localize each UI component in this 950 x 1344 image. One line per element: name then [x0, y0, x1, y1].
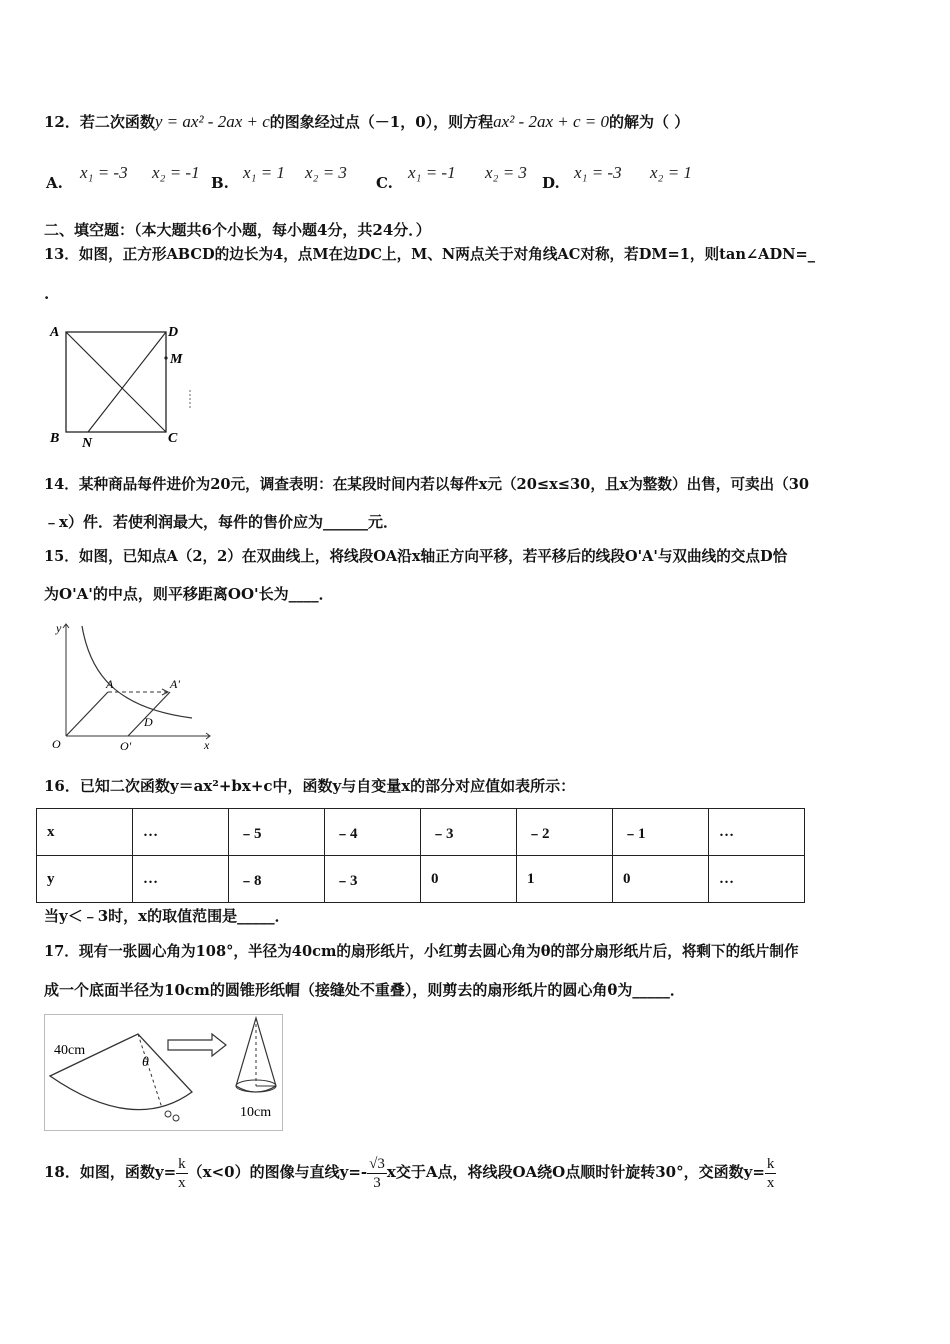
q12-option-b-label: B.: [211, 174, 229, 192]
table-cell: ﹣3: [325, 856, 421, 903]
q12-option-a-x2: x₂ = -1: [152, 163, 200, 182]
label-o: O: [52, 737, 61, 751]
table-cell: 0: [421, 856, 517, 903]
q12-text-c: 的解为（ ）: [609, 113, 690, 131]
q18-text-c: x交于A点，将线段OA绕O点顺时针旋转30°，交函数y=: [386, 1163, 765, 1181]
label-d: D: [144, 715, 153, 729]
q18-fraction-sqrt3-over-3: $\frac{√3}{3}$: [369, 1155, 385, 1191]
point-m: [164, 356, 167, 359]
q12-option-b-x1: x₁ = 1: [243, 163, 285, 182]
q18-text-a: 18．如图，函数y=: [44, 1163, 177, 1181]
label-a: A: [106, 677, 114, 691]
table-cell: ﹣4: [325, 809, 421, 856]
label-theta: θ: [142, 1055, 149, 1070]
table-cell: y: [37, 856, 133, 903]
table-cell: ﹣5: [229, 809, 325, 856]
label-base-radius: 10cm: [240, 1105, 272, 1120]
section-2-heading: 二、填空题：（本大题共6个小题，每小题4分，共24分．）: [44, 221, 431, 239]
label-a: A: [50, 325, 60, 340]
q18-fraction-k-over-x: $\frac{k}{x}$: [178, 1155, 186, 1191]
table-cell: ﹣3: [421, 809, 517, 856]
q12-option-c-x1: x₁ = -1: [408, 163, 456, 182]
q12-text-b: 的图象经过点（－1，0），则方程: [269, 113, 494, 131]
segment-dn: [88, 332, 166, 432]
table-cell: …: [709, 856, 805, 903]
q17-sector-cone-figure: [44, 1014, 284, 1132]
q14-line-1: 14．某种商品每件进价为20元，调查表明：在某段时间内若以每件x元（20≤x≤30，且x为整数）出售，可卖出（30: [44, 476, 810, 493]
table-cell: …: [709, 809, 805, 856]
q16-value-table: [36, 808, 805, 903]
q13-line-2: .: [44, 285, 50, 303]
q15-hyperbola-figure: [40, 618, 220, 758]
label-n: N: [82, 436, 93, 450]
q12-option-a-label: A.: [46, 174, 63, 192]
q12-function: y = ax² - 2ax + c: [154, 112, 270, 131]
table-cell: …: [133, 856, 229, 903]
segment-o2a2: [128, 692, 170, 736]
q12-equation: ax² - 2ax + c = 0: [493, 112, 609, 131]
q17-line-1: 17．现有一张圆心角为108°，半径为40cm的扇形纸片，小红剪去圆心角为θ的部分扇形纸片后，将剩下的纸片制作: [44, 943, 799, 960]
q12-option-c-label: C.: [376, 174, 393, 192]
q14-line-2: ﹣x）件．若使利润最大，每件的售价应为______元．: [44, 513, 398, 531]
table-cell: 1: [517, 856, 613, 903]
q12-option-b-x2: x₂ = 3: [305, 163, 347, 182]
q18-fraction-k-over-x-2: $\frac{k}{x}$: [766, 1155, 775, 1191]
q16-after-table: 当y＜﹣3时，x的取值范围是_____．: [44, 907, 290, 925]
hyperbola-curve: [82, 626, 192, 718]
label-b: B: [50, 431, 60, 446]
segment-oa: [66, 692, 108, 736]
q18-text-b: （x<0）的图像与直线y=-: [187, 1163, 368, 1181]
q12-option-a-x1: x₁ = -3: [80, 163, 128, 182]
q12-option-d-x1: x₁ = -3: [574, 163, 622, 182]
label-a-prime: A': [170, 677, 180, 691]
label-c: C: [168, 431, 178, 446]
q18-line: [44, 1150, 776, 1194]
q15-line-2: 为O'A'的中点，则平移距离OO'长为____．: [44, 585, 334, 603]
table-cell: ﹣1: [613, 809, 709, 856]
table-cell: …: [133, 809, 229, 856]
q12-option-c-x2: x₂ = 3: [485, 163, 527, 182]
q12-line: [44, 112, 689, 132]
diagonal-ac: [66, 332, 166, 432]
q17-line-2: 成一个底面半径为10cm的圆锥形纸帽（接缝处不重叠），则剪去的扇形纸片的圆心角θ为_____．: [44, 981, 685, 999]
q12-option-d-label: D.: [542, 174, 560, 192]
cut-line: [138, 1034, 162, 1108]
label-y: y: [56, 621, 62, 635]
q13-line-1: 13．如图，正方形ABCD的边长为4，点M在边DC上，M、N两点关于对角线AC对称，若DM=1，则tan∠ADN=_: [44, 246, 815, 263]
q13-square-figure: [48, 320, 198, 450]
label-x: x: [204, 738, 210, 752]
table-row: [37, 856, 805, 903]
q16-line-1: 16．已知二次函数y＝ax²+bx+c中，函数y与自变量x的部分对应值如表所示：: [44, 777, 576, 795]
table-row: [37, 809, 805, 856]
q12-text-a: 12．若二次函数: [44, 113, 155, 131]
table-cell: ﹣2: [517, 809, 613, 856]
table-cell: 0: [613, 856, 709, 903]
label-d: D: [168, 325, 179, 340]
label-radius: 40cm: [54, 1043, 86, 1058]
table-cell: ﹣8: [229, 856, 325, 903]
q15-line-1: 15．如图，已知点A（2，2）在双曲线上，将线段OA沿x轴正方向平移，若平移后的线段O'A'与双曲线的交点D恰: [44, 548, 788, 565]
q12-option-d-x2: x₂ = 1: [650, 163, 692, 182]
label-o-prime: O': [120, 739, 132, 753]
label-m: M: [170, 352, 183, 367]
table-cell: x: [37, 809, 133, 856]
arrow-right: [168, 1034, 226, 1056]
